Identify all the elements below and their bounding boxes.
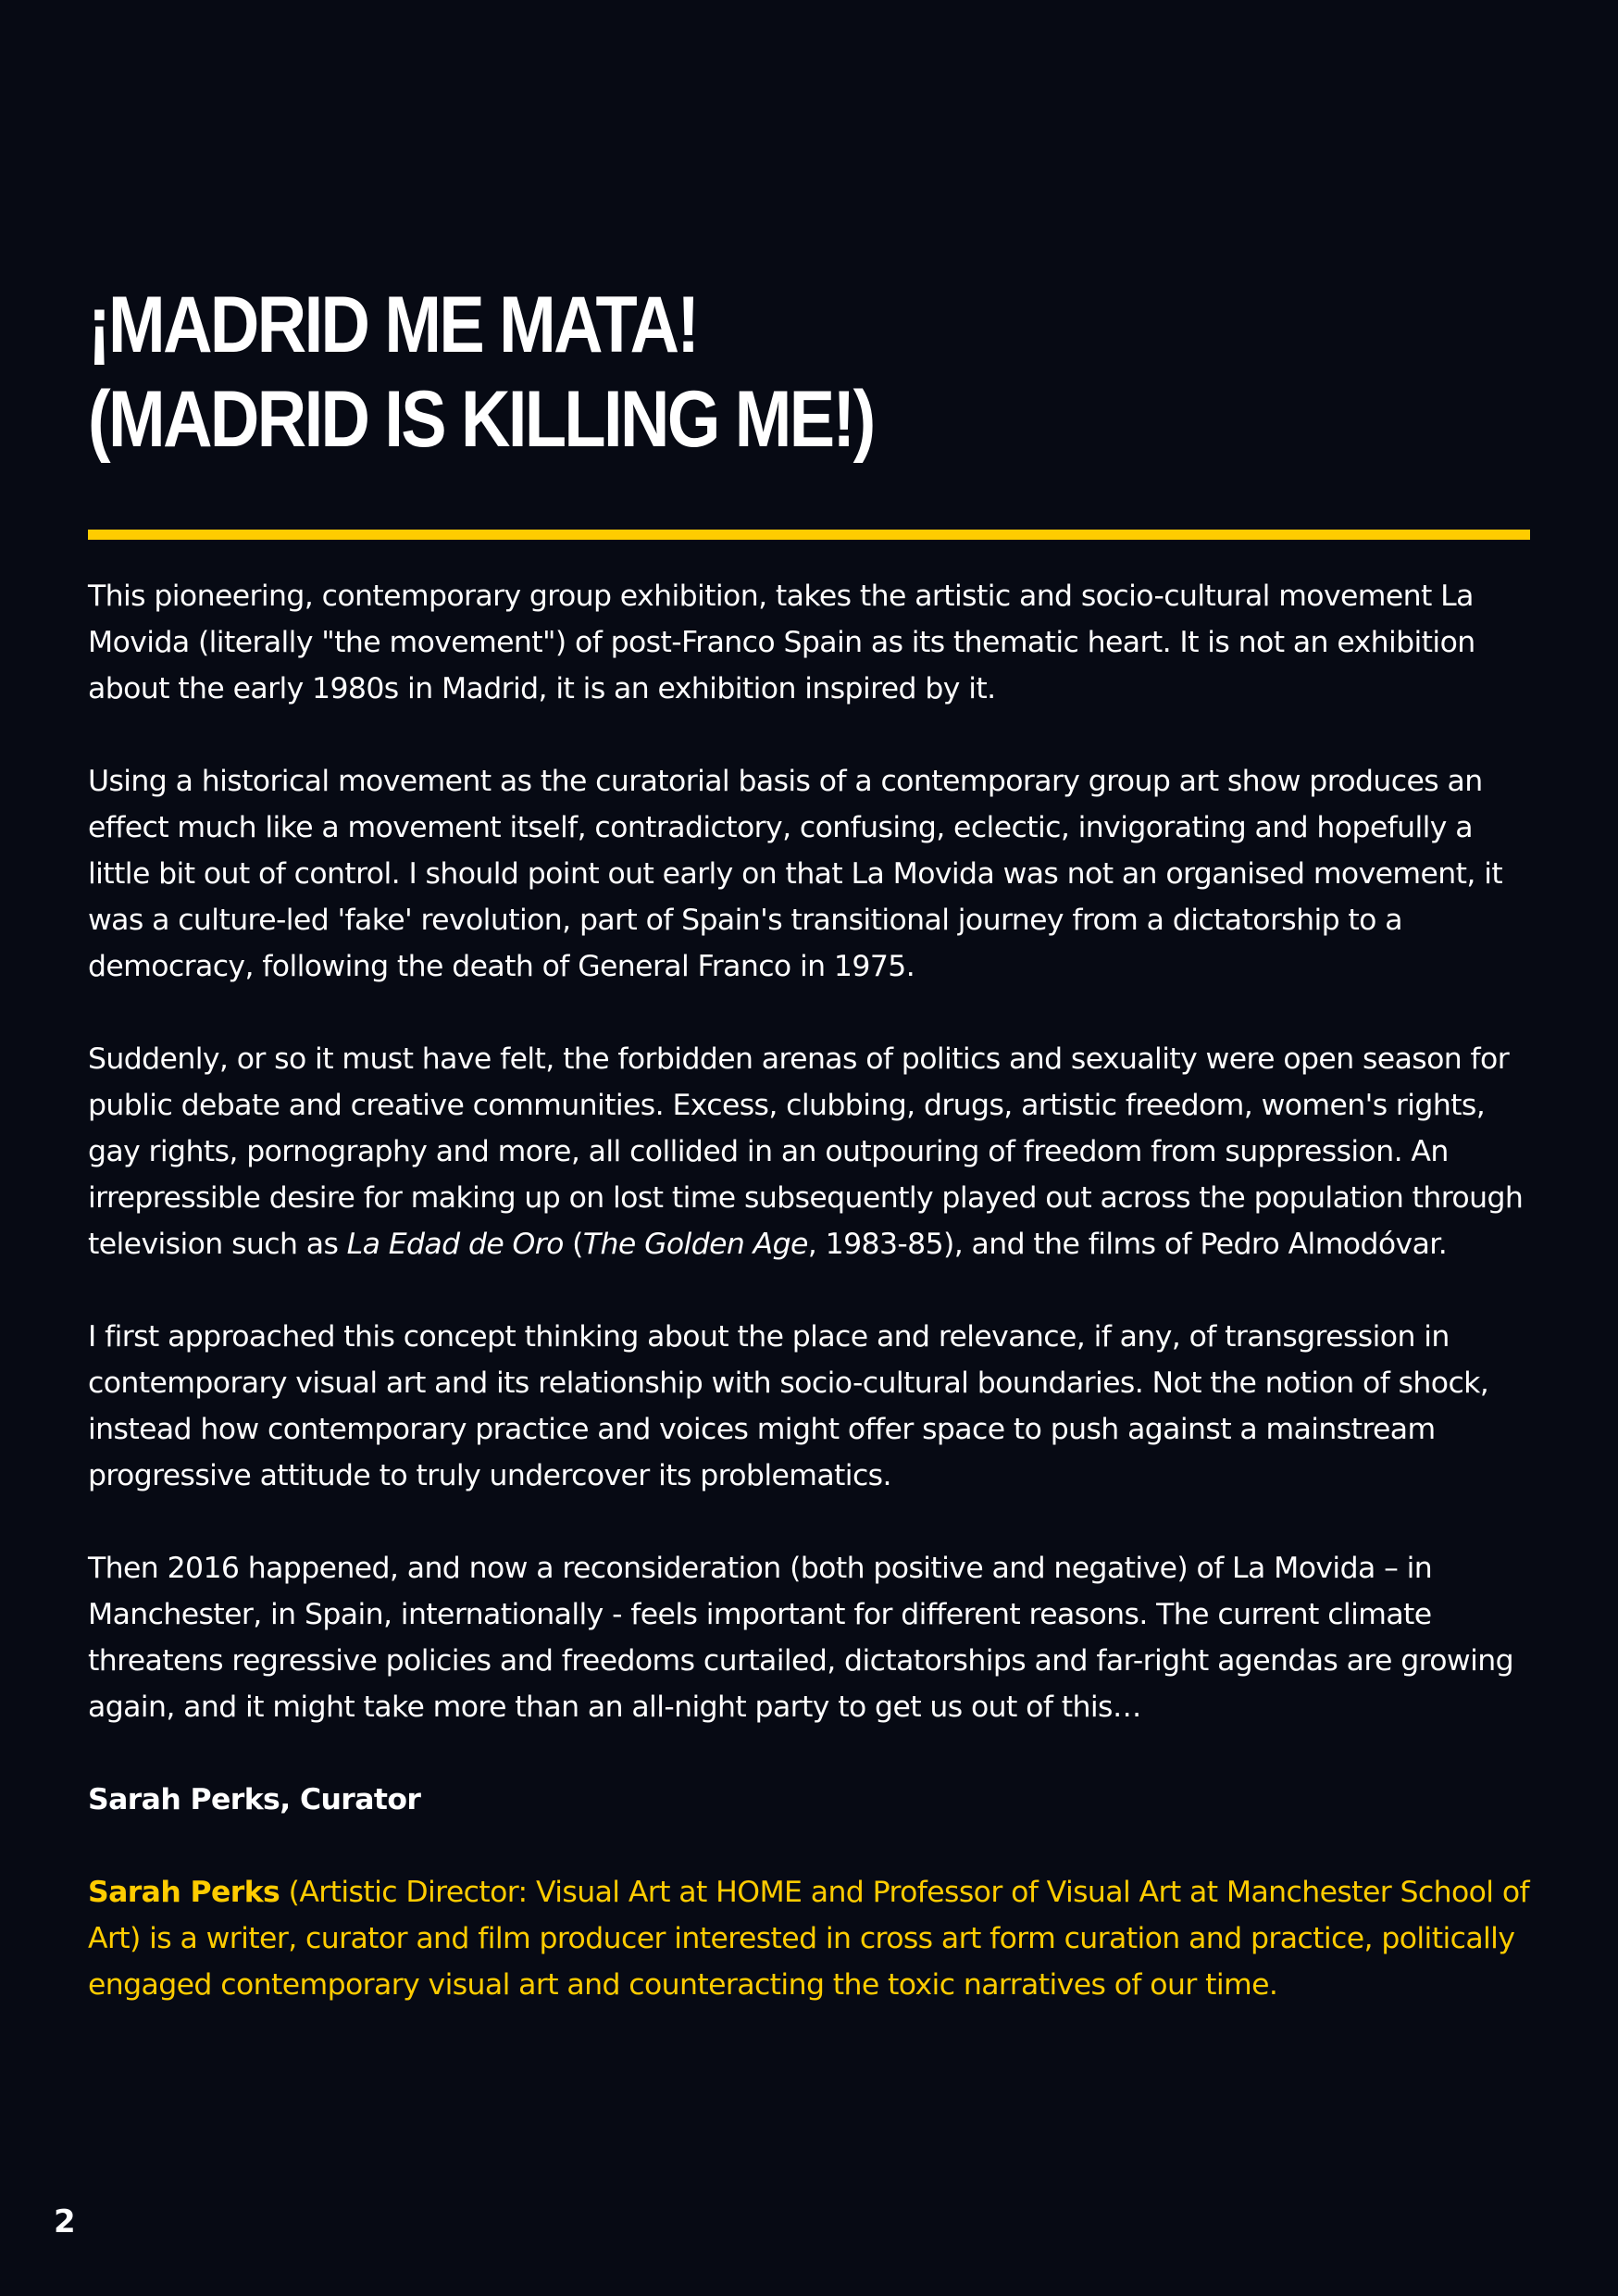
paragraph-freedom-text-before: Suddenly, or so it must have felt, the forbidden arenas of politics and sexuality were open season for public debate and creative communities. Excess, clubbing, drugs, artistic freedom, women's rights, gay rights, pornography and more, all collided in an outpouring of freedom from suppression. An irrepressible desire for making up on lost time subsequently played out across the population through television such as [88,1042,1524,1261]
paragraph-intro: This pioneering, contemporary group exhibition, takes the artistic and socio-cultural movement La Movida (literally "the movement") of post-Franco Spain as its thematic heart. It is not an exhibition about the early 1980s in Madrid, it is an exhibition inspired by it. [88,580,1475,705]
title-divider [88,530,1530,540]
curator-signature: Sarah Perks, Curator [88,1783,421,1816]
page-number: 2 [54,2203,76,2240]
curator-bio [88,1869,1530,2008]
paragraph-freedom-text-after: , 1983-85), and the films of Pedro Almodóvar. [807,1228,1448,1261]
paragraph-curatorial-basis: Using a historical movement as the curatorial basis of a contemporary group art show produces an effect much like a movement itself, contradictory, confusing, eclectic, invigorating and hopefully a little bit out of control. I should point out early on that La Movida was not an organised movement, it was a culture-led 'fake' revolution, part of Spain's transitional journey from a dictatorship to a democracy, following the death of General Franco in 1975. [88,765,1503,983]
page-title [88,278,1328,467]
paragraph-freedom-text-middle: ( [563,1228,583,1261]
curator-bio-text: (Artistic Director: Visual Art at HOME and Professor of Visual Art at Manchester School of Art) is a writer, curator and film producer interested in cross art form curation and practice, politically engaged contemporary visual art and counteracting the toxic narratives of our time. [88,1876,1530,2002]
paragraph-2016: Then 2016 happened, and now a reconsideration (both positive and negative) of La Movida – in Manchester, in Spain, internationally - feels important for different reasons. The current climate threatens regressive policies and freedoms curtailed, dictatorships and far-right agendas are growing again, and it might take more than an all-night party to get us out of this… [88,1552,1514,1724]
paragraph-freedom [88,1036,1530,1267]
article-body [88,573,1530,2008]
tv-show-title: La Edad de Oro [346,1228,564,1261]
title-line-1: ¡MADRID ME MATA! [88,281,698,369]
paragraph-concept: I first approached this concept thinking about the place and relevance, if any, of transgression in contemporary visual art and its relationship with socio-cultural boundaries. Not the notion of shock, instead how contemporary practice and voices might offer space to push against a mainstream progressive attitude to truly undercover its problematics. [88,1320,1489,1492]
title-line-2: (MADRID IS KILLING ME!) [88,375,874,464]
curator-bio-name: Sarah Perks [88,1876,280,1909]
article [88,278,1530,2008]
tv-show-translation: The Golden Age [582,1228,808,1261]
